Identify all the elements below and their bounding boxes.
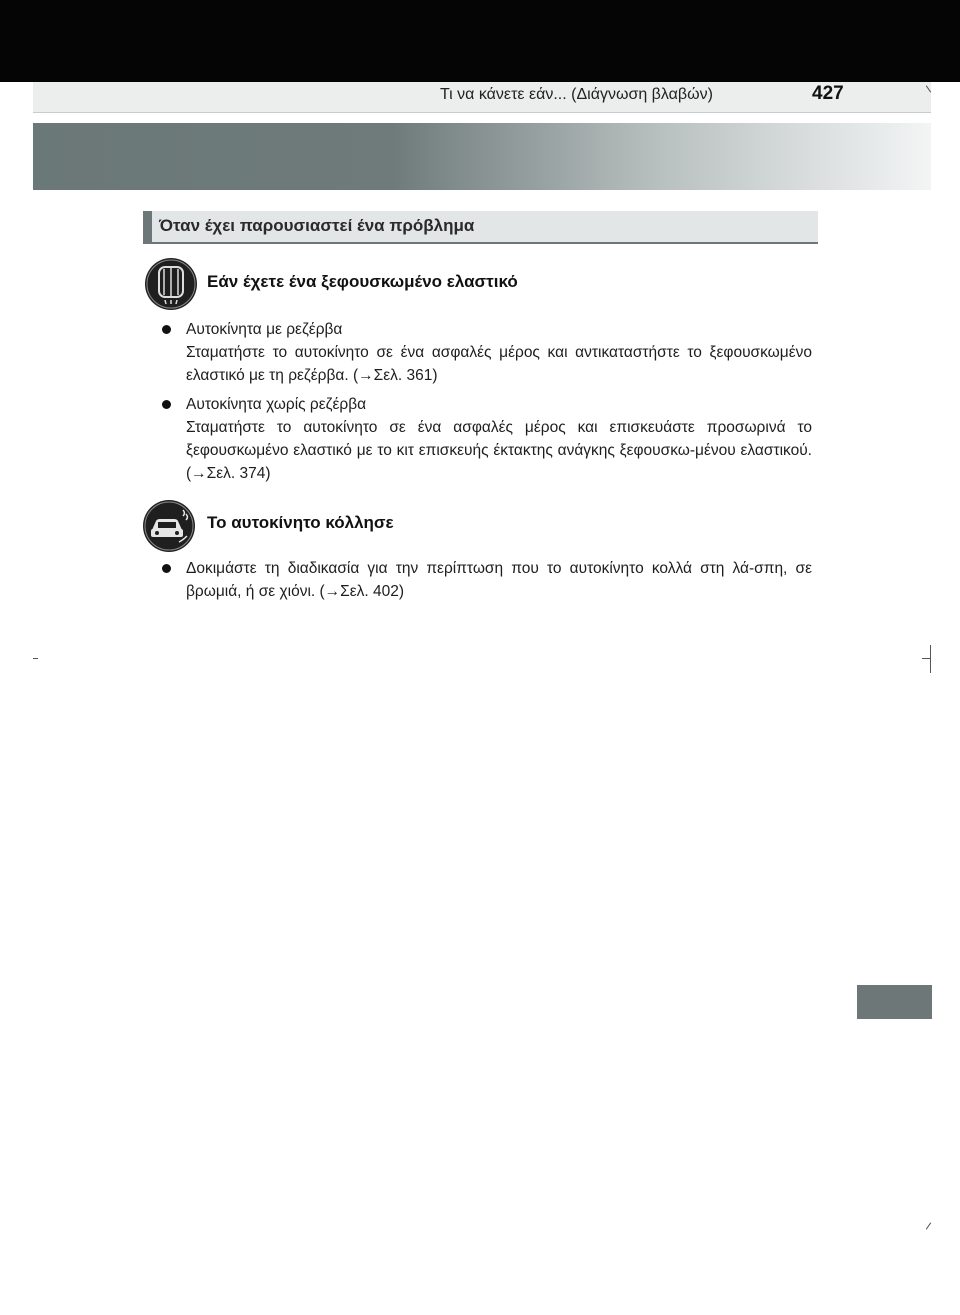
list-item <box>164 318 812 387</box>
crop-mark <box>33 658 38 659</box>
section-heading-text: Όταν έχει παρουσιαστεί ένα πρόβλημα <box>159 216 475 235</box>
bullet-text: Σταματήστε το αυτοκίνητο σε ένα ασφαλές μέρος και επισκευάστε προσωρινά το ξεφουσκωμένο ελαστικό με το κιτ επισκευής έκτακτης ανάγκης ξεφουσκω-μένου ελαστικού. (→Σελ. 374) <box>186 419 812 482</box>
bullet-icon <box>162 325 171 334</box>
list-item <box>164 557 812 603</box>
bullet-text: Δοκιμάστε τη διαδικασία για την περίπτωση που το αυτοκίνητο κολλά στη λά-σπη, σε βρωμιά, ή σε χιόνι. (→Σελ. 402) <box>186 560 812 600</box>
section-heading-bar <box>143 211 152 242</box>
page-number: 427 <box>812 83 844 104</box>
flat-tire-icon <box>145 258 197 310</box>
top-black-bar <box>0 0 960 82</box>
page-header-title: Τι να κάνετε εάν... (Διάγνωση βλαβών) <box>440 86 713 103</box>
chapter-side-tab <box>857 985 932 1019</box>
crop-mark <box>922 658 931 659</box>
bullet-heading: Αυτοκίνητα χωρίς ρεζέρβα <box>186 396 367 413</box>
stuck-car-icon <box>143 500 195 552</box>
crop-mark <box>926 1222 931 1229</box>
bullet-heading: Αυτοκίνητα με ρεζέρβα <box>186 321 343 338</box>
header-divider <box>33 112 931 113</box>
section-heading <box>143 211 818 244</box>
bullet-icon <box>162 564 171 573</box>
subsection-title-stuck-car: Το αυτοκίνητο κόλλησε <box>207 513 394 532</box>
crop-mark <box>930 645 931 673</box>
list-item <box>164 393 812 485</box>
bullet-text: Σταματήστε το αυτοκίνητο σε ένα ασφαλές μέρος και αντικαταστήστε το ξεφουσκωμένο ελαστικό με τη ρεζέρβα. (→Σελ. 361) <box>186 344 812 384</box>
bullet-icon <box>162 400 171 409</box>
subsection-title-flat-tire: Εάν έχετε ένα ξεφουσκωμένο ελαστικό <box>207 272 518 291</box>
chapter-band <box>33 123 931 190</box>
